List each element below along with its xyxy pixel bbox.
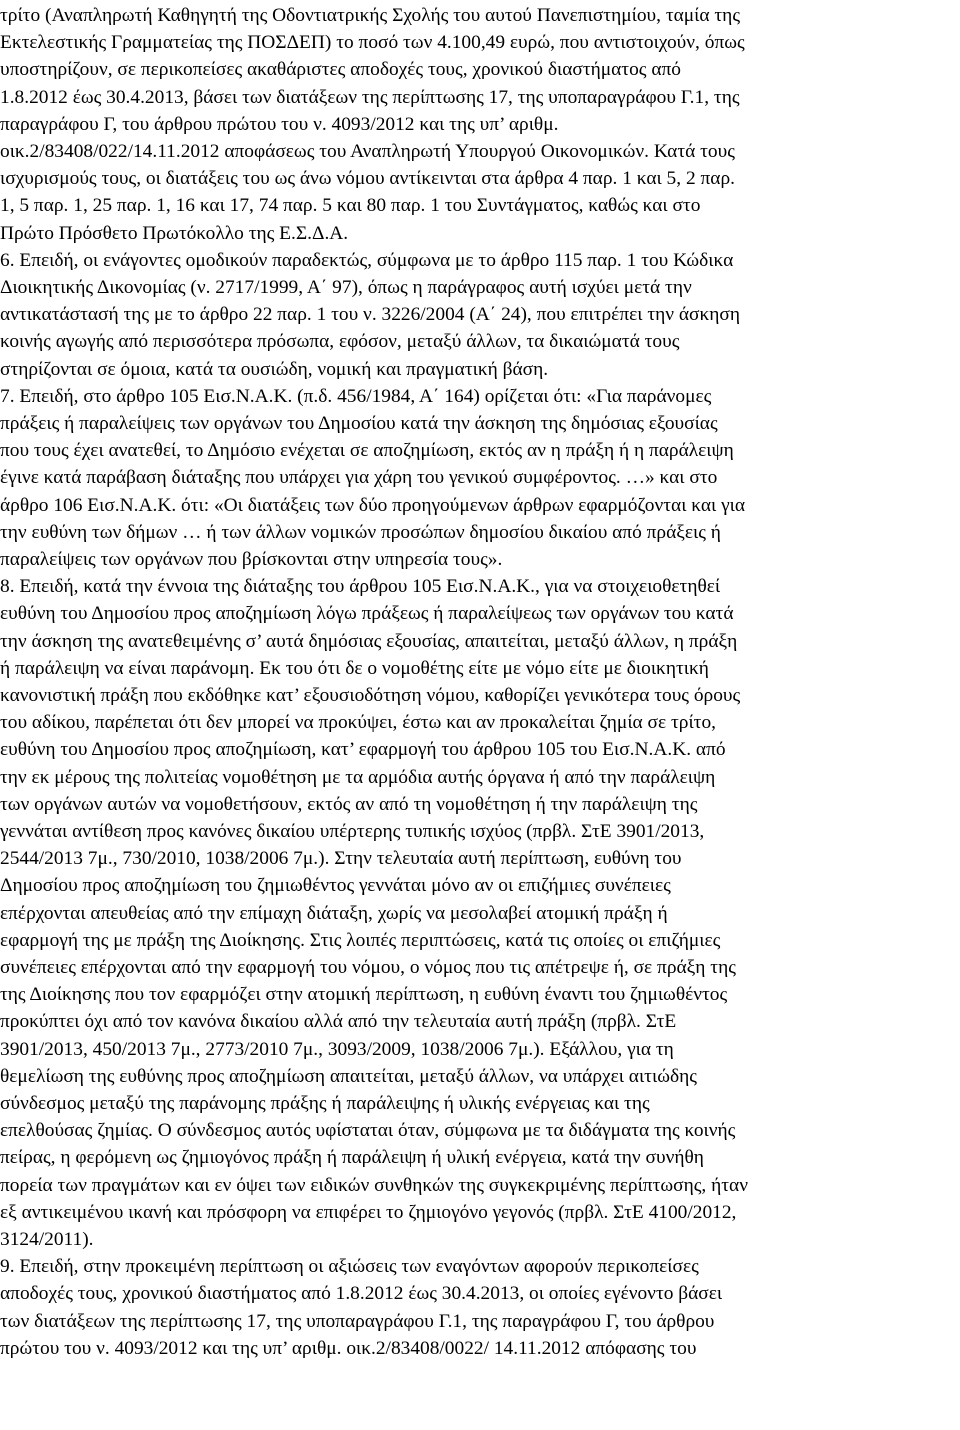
text-line: κανονιστική πράξη που εκδόθηκε κατ’ εξουσιοδότηση νόμου, καθορίζει γενικότερα τους όρους	[0, 685, 741, 706]
text-line: έγινε κατά παράβαση διάταξης που υπάρχει για χάρη του γενικού συμφέροντος. …» και στο	[0, 467, 718, 489]
text-line: που τους έχει ανατεθεί, το Δημόσιο ενέχεται σε αποζημίωση, εκτός αν η πράξη ή η παράλειψη	[0, 440, 734, 462]
text-line: 3124/2011).	[0, 1229, 94, 1250]
text-line: στηρίζονται σε όμοια, κατά τα ουσιώδη, νομική και πραγματική βάση.	[0, 358, 549, 380]
text-line: ή παράλειψη να είναι παράνομη. Εκ του ότι δε ο νομοθέτης είτε με νόμο είτε με διοικητική	[0, 657, 709, 679]
text-line: του αδίκου, παρέπεται ότι δεν μπορεί να προκύψει, έστω και αν προκαλείται ζημία σε τρίτο,	[0, 712, 717, 734]
text-line: επέρχονται απευθείας από την επίμαχη διάταξη, χωρίς να μεσολαβεί ατομική πράξη ή	[0, 902, 668, 924]
text-line: των οργάνων αυτών να νομοθετήσουν, εκτός αν από τη νομοθέτηση ή την παράλειψη της	[0, 793, 698, 815]
text-line: την εκ μέρους της πολιτείας νομοθέτηση με τα αρμόδια αυτής όργανα ή από την παράλειψη	[0, 766, 716, 788]
text-line: ισχυρισμούς τους, οι διατάξεις του ως άνω νόμου αντίκεινται στα άρθρα 4 παρ. 1 και 5, 2 παρ.	[0, 168, 735, 190]
text-line: την άσκηση της ανατεθειμένης σ’ αυτά δημόσιας εξουσίας, απαιτείται, μεταξύ άλλων, η πράξη	[0, 630, 738, 652]
text-line: 1.8.2012 έως 30.4.2013, βάσει των διατάξεων της περίπτωσης 17, της υποπαραγράφου Γ.1, της	[0, 86, 740, 108]
text-line: Πρώτο Πρόσθετο Πρωτόκολλο της Ε.Σ.Δ.Α.	[0, 222, 349, 244]
text-line: 2544/2013 7μ., 730/2010, 1038/2006 7μ.). Στην τελευταία αυτή περίπτωση, ευθύνη του	[0, 848, 682, 870]
text-line: ευθύνη του Δημοσίου προς αποζημίωση, κατ’ εφαρμογή του άρθρου 105 του Εισ.Ν.Α.Κ. από	[0, 739, 726, 761]
text-line: 7. Επειδή, στο άρθρο 105 Εισ.Ν.Α.Κ. (π.δ. 456/1984, Α΄ 164) ορίζεται ότι: «Για παράνομες	[0, 385, 712, 407]
text-line: σύνδεσμος μεταξύ της παράνομης πράξης ή παράλειψης ή υλικής ενέργειας και της	[0, 1093, 650, 1114]
text-line: θεμελίωση της ευθύνης προς αποζημίωση απαιτείται, μεταξύ άλλων, να υπάρχει αιτιώδης	[0, 1065, 697, 1087]
text-line: πρώτου του ν. 4093/2012 και της υπ’ αριθμ. οικ.2/83408/0022/ 14.11.2012 απόφασης του	[0, 1337, 697, 1359]
text-line: εξ αντικειμένου ικανή και πρόσφορη να επιφέρει το ζημιογόνο γεγονός (πρβλ. ΣτΕ 4100/2012,	[0, 1201, 737, 1223]
text-line: αντικατάστασή της με το άρθρο 22 παρ. 1 του ν. 3226/2004 (Α΄ 24), που επιτρέπει την άσκηση	[0, 304, 740, 326]
text-line: εφαρμογή της με πράξη της Διοίκησης. Στις λοιπές περιπτώσεις, κατά τις οποίες οι επιζήμιες	[0, 929, 721, 951]
text-line: προκύπτει όχι από τον κανόνα δικαίου αλλά από την τελευταία αυτή πράξη (πρβλ. ΣτΕ	[0, 1011, 677, 1033]
text-line: επελθούσας ζημίας. Ο σύνδεσμος αυτός υφίσταται όταν, σύμφωνα με τα διδάγματα της κοινής	[0, 1120, 736, 1142]
text-line: οικ.2/83408/022/14.11.2012 αποφάσεως του Αναπληρωτή Υπουργού Οικονομικών. Κατά τους	[0, 141, 735, 162]
text-line: της Διοίκησης που τον εφαρμόζει στην ατομική περίπτωση, η ευθύνη έναντι του ζημιωθέντος	[0, 984, 728, 1006]
text-line: κοινής αγωγής από περισσότερα πρόσωπα, εφόσον, μεταξύ άλλων, τα δικαιώματά τους	[0, 331, 680, 353]
text-line: άρθρο 106 Εισ.Ν.Α.Κ. ότι: «Οι διατάξεις των δύο προηγούμενων άρθρων εφαρμόζονται και για	[0, 494, 746, 516]
text-line: την ευθύνη των δήμων … ή των άλλων νομικών προσώπων δημοσίου δικαίου από πράξεις ή	[0, 521, 721, 543]
text-line: πείρας, η φερόμενη ως ζημιογόνος πράξη ή παράλειψη ή υλική ενέργεια, κατά την συνήθη	[0, 1147, 704, 1169]
text-line: Εκτελεστικής Γραμματείας της ΠΟΣΔΕΠ) το ποσό των 4.100,49 ευρώ, που αντιστοιχούν, όπως	[0, 32, 745, 54]
text-line: Δημοσίου προς αποζημίωση του ζημιωθέντος γεννάται μόνο αν οι επιζήμιες συνέπειες	[0, 875, 671, 897]
text-line: αποδοχές τους, χρονικού διαστήματος από 1.8.2012 έως 30.4.2013, οι οποίες εγένοντο βάσει	[0, 1283, 723, 1305]
text-line: ευθύνη του Δημοσίου προς αποζημίωση λόγω πράξεως ή παραλείψεως των οργάνων του κατά	[0, 603, 734, 625]
text-line: των διατάξεων της περίπτωσης 17, της υποπαραγράφου Γ.1, της παραγράφου Γ, του άρθρου	[0, 1310, 715, 1332]
text-line: 6. Επειδή, οι ενάγοντες ομοδικούν παραδεκτώς, σύμφωνα με το άρθρο 115 παρ. 1 του Κώδικα	[0, 249, 734, 271]
text-line: παραλείψεις των οργάνων που βρίσκονται στην υπηρεσία τους».	[0, 549, 503, 570]
text-line: 8. Επειδή, κατά την έννοια της διάταξης του άρθρου 105 Εισ.Ν.Α.Κ., για να στοιχειοθετηθεί	[0, 576, 721, 598]
text-line: πράξεις ή παραλείψεις των οργάνων του Δημοσίου κατά την άσκηση της δημόσιας εξουσίας	[0, 413, 718, 434]
text-line: 1, 5 παρ. 1, 25 παρ. 1, 16 και 17, 74 παρ. 5 και 80 παρ. 1 του Συντάγματος, καθώς και στο	[0, 195, 701, 217]
text-line: συνέπειες επέρχονται από την εφαρμογή του νόμου, ο νόμος που τις απέτρεψε ή, σε πράξη της	[0, 957, 736, 978]
text-line: παραγράφου Γ, του άρθρου πρώτου του ν. 4093/2012 και της υπ’ αριθμ.	[0, 113, 559, 135]
text-line: πορεία των πραγμάτων και εν όψει των ειδικών συνθηκών της συγκεκριμένης περίπτωσης, ήταν	[0, 1174, 748, 1196]
text-line: 3901/2013, 450/2013 7μ., 2773/2010 7μ., 3093/2009, 1038/2006 7μ.). Εξάλλου, για τη	[0, 1038, 674, 1060]
text-line: τρίτο (Αναπληρωτή Καθηγητή της Οδοντιατρικής Σχολής του αυτού Πανεπιστημίου, ταμία της	[0, 5, 741, 26]
text-line: γεννάται αντίθεση προς κανόνες δικαίου υπέρτερης τυπικής ισχύος (πρβλ. ΣτΕ 3901/2013,	[0, 821, 705, 842]
text-line: υποστηρίζουν, σε περικοπείσες ακαθάριστες αποδοχές τους, χρονικού διαστήματος από	[0, 59, 681, 81]
text-line: Διοικητικής Δικονομίας (ν. 2717/1999, Α΄ 97), όπως η παράγραφος αυτή ισχύει μετά την	[0, 277, 692, 298]
text-line: 9. Επειδή, στην προκειμένη περίπτωση οι αξιώσεις των εναγόντων αφορούν περικοπείσες	[0, 1256, 699, 1278]
